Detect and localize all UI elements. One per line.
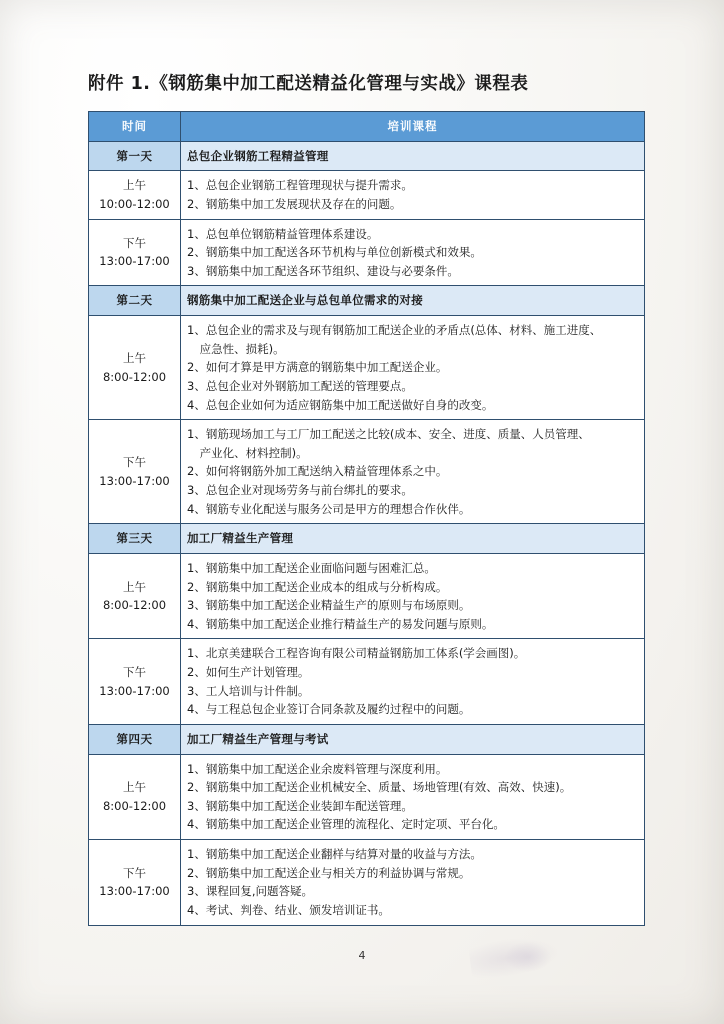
session-period: 上午 [123, 780, 146, 795]
session-time: 10:00-12:00 [99, 196, 170, 211]
column-header-course: 培训课程 [181, 112, 645, 142]
session-items-cell [181, 219, 645, 286]
day-title: 加工厂精益生产管理 [181, 524, 645, 554]
session-time: 13:00-17:00 [99, 473, 170, 488]
session-time-cell [89, 553, 181, 639]
day-label: 第二天 [89, 286, 181, 316]
session-item: 3、总包企业对外钢筋加工配送的管理要点。 [187, 378, 413, 393]
session-period: 下午 [123, 235, 146, 250]
day-header-row [89, 524, 645, 554]
session-item: 4、钢筋专业化配送与服务公司是甲方的理想合作伙伴。 [187, 501, 471, 516]
session-time: 8:00-12:00 [102, 369, 167, 384]
session-period: 下午 [123, 865, 146, 880]
session-items-cell [181, 420, 645, 524]
session-items-cell [181, 316, 645, 420]
session-item: 4、钢筋集中加工配送企业推行精益生产的易发问题与原则。 [187, 616, 494, 631]
session-items-cell [181, 639, 645, 725]
session-time: 13:00-17:00 [99, 683, 170, 698]
table-row [89, 420, 645, 524]
session-period: 上午 [123, 350, 146, 365]
day-header-row [89, 286, 645, 316]
session-time: 8:00-12:00 [102, 798, 167, 813]
column-header-time: 时间 [89, 112, 181, 142]
session-item: 1、总包单位钢筋精益管理体系建设。 [187, 226, 379, 241]
session-item: 2、钢筋集中加工配送企业机械安全、质量、场地管理(有效、高效、快速)。 [187, 780, 572, 795]
day-label: 第一天 [89, 141, 181, 171]
session-item: 2、如何生产计划管理。 [187, 665, 310, 679]
course-schedule-table [88, 111, 645, 926]
session-item: 2、钢筋集中加工配送各环节机构与单位创新模式和效果。 [187, 245, 482, 260]
session-item: 3、钢筋集中加工配送企业装卸车配送管理。 [187, 798, 413, 813]
day-header-row [89, 724, 645, 754]
session-item: 4、钢筋集中加工配送企业管理的流程化、定时定项、平台化。 [187, 817, 505, 832]
session-item: 4、与工程总包企业签订合同条款及履约过程中的问题。 [187, 702, 471, 717]
table-row [89, 171, 645, 219]
session-time-cell [89, 639, 181, 725]
session-time-cell [89, 219, 181, 286]
table-body [89, 141, 645, 925]
session-item: 1、总包企业的需求及与现有钢筋加工配送企业的矛盾点(总体、材料、施工进度、 [187, 323, 602, 337]
session-item: 1、钢筋集中加工配送企业翻样与结算对量的收益与方法。 [187, 847, 482, 861]
session-item: 3、课程回复,问题答疑。 [187, 884, 313, 899]
session-item: 2、如何才算是甲方满意的钢筋集中加工配送企业。 [187, 360, 448, 375]
session-item: 1、北京美建联合工程咨询有限公司精益钢筋加工体系(学会画图)。 [187, 646, 526, 661]
session-item: 3、工人培训与计件制。 [187, 683, 310, 698]
day-label: 第三天 [89, 524, 181, 554]
session-item: 3、总包企业对现场劳务与前台绑扎的要求。 [187, 483, 413, 497]
session-item: 2、钢筋集中加工发展现状及存在的问题。 [187, 196, 402, 211]
session-item: 2、如何将钢筋外加工配送纳入精益管理体系之中。 [187, 464, 448, 479]
session-item: 4、总包企业如何为适应钢筋集中加工配送做好自身的改变。 [187, 397, 494, 412]
session-item: 1、钢筋集中加工配送企业余废料管理与深度利用。 [187, 761, 448, 776]
session-item: 3、钢筋集中加工配送各环节组织、建设与必要条件。 [187, 263, 459, 278]
session-period: 下午 [123, 665, 146, 679]
session-item: 2、钢筋集中加工配送企业成本的组成与分析构成。 [187, 579, 448, 594]
session-item: 3、钢筋集中加工配送企业精益生产的原则与布场原则。 [187, 598, 471, 613]
day-title: 总包企业钢筋工程精益管理 [181, 141, 645, 171]
table-header-row [89, 112, 645, 142]
session-period: 上午 [123, 178, 146, 193]
session-item: 1、总包企业钢筋工程管理现状与提升需求。 [187, 178, 413, 193]
session-item: 4、考试、判卷、结业、颁发培训证书。 [187, 902, 390, 917]
session-period: 上午 [123, 579, 146, 594]
page-number: 4 [358, 949, 366, 962]
table-row [89, 553, 645, 639]
session-item: 应急性、损耗)。 [199, 341, 285, 356]
session-items-cell [181, 840, 645, 926]
table-row [89, 639, 645, 725]
session-time: 13:00-17:00 [99, 884, 170, 899]
session-time: 13:00-17:00 [99, 254, 170, 269]
day-title: 加工厂精益生产管理与考试 [181, 724, 645, 754]
session-items-cell [181, 754, 645, 840]
session-time-cell [89, 316, 181, 420]
day-title: 钢筋集中加工配送企业与总包单位需求的对接 [181, 286, 645, 316]
session-item: 产业化、材料控制)。 [199, 445, 308, 460]
session-item: 1、钢筋现场加工与工厂加工配送之比较(成本、安全、进度、质量、人员管理、 [187, 427, 590, 442]
table-row [89, 840, 645, 926]
session-item: 2、钢筋集中加工配送企业与相关方的利益协调与常规。 [187, 865, 471, 880]
day-label: 第四天 [89, 724, 181, 754]
session-item: 1、钢筋集中加工配送企业面临问题与困难汇总。 [187, 560, 436, 575]
session-items-cell [181, 171, 645, 219]
table-row [89, 316, 645, 420]
page-title: 附件 1.《钢筋集中加工配送精益化管理与实战》课程表 [88, 74, 529, 94]
table-row [89, 754, 645, 840]
session-period: 下午 [123, 455, 146, 470]
session-time-cell [89, 420, 181, 524]
session-time-cell [89, 171, 181, 219]
session-items-cell [181, 553, 645, 639]
session-time: 8:00-12:00 [102, 598, 167, 613]
day-header-row [89, 141, 645, 171]
session-time-cell [89, 754, 181, 840]
session-time-cell [89, 840, 181, 926]
table-row [89, 219, 645, 286]
